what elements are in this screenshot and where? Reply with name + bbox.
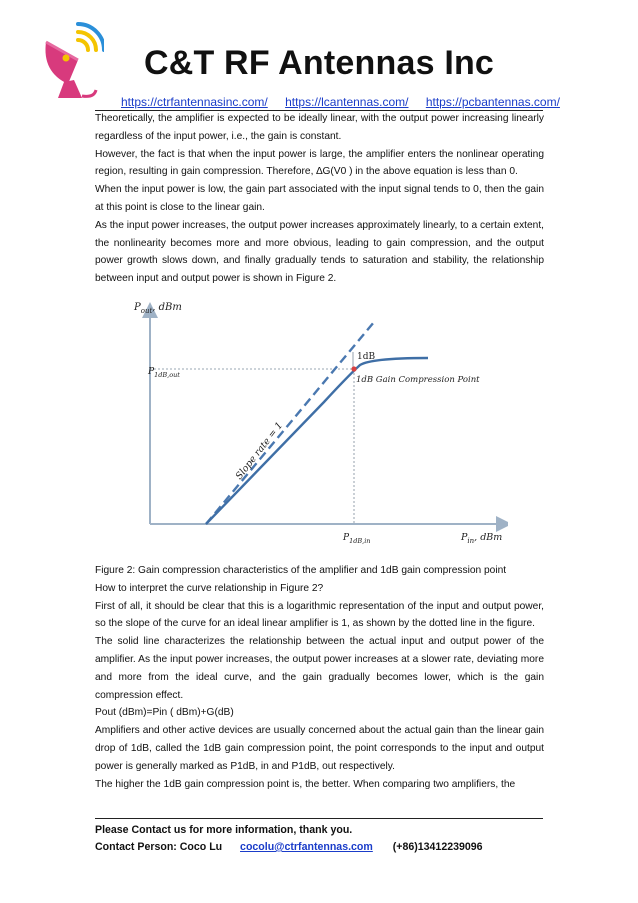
gain-compression-figure xyxy=(128,292,508,550)
footer-line: Please Contact us for more information, thank you. xyxy=(95,824,353,836)
footer-rule xyxy=(95,818,543,819)
contact-email-link[interactable]: cocolu@ctrfantennas.com xyxy=(240,841,373,853)
contact-phone: (+86)13412239096 xyxy=(392,841,483,853)
ideal-linear-line xyxy=(206,322,374,524)
paragraph: The higher the 1dB gain compression point is, the better. When comparing two amplifiers, the xyxy=(95,778,516,790)
company-title: C&T RF Antennas Inc xyxy=(143,44,495,82)
paragraph: As the input power increases, the output power increases approximately linearly, to a certain extent, the nonlinearity becomes more and more obvious, leading to gain compression, and the output power growth slows down, and finally gradually tends to saturation and stability, the relationship between input and output power is shown in Figure 2. xyxy=(95,219,544,285)
y-axis-label: $P_{out}$, dBm xyxy=(134,302,182,315)
header-link-1[interactable]: https://ctrfantennasinc.com/ xyxy=(121,95,268,109)
header-link-2[interactable]: https://lcantennas.com/ xyxy=(285,95,409,109)
slope-label: Slope rate = 1 xyxy=(233,420,286,482)
contact-person: Contact Person: Coco Lu xyxy=(95,841,223,853)
paragraph: The solid line characterizes the relationship between the actual input and output power of the amplifier. As the input power increases, the output power increases at a slower rate, deviating more and more from the ideal curve, and the gain gradually becomes lower, which is the gain compression effect. xyxy=(95,636,544,701)
paragraph: Amplifiers and other active devices are usually concerned about the actual gain than the linear gain drop of 1dB, called the 1dB gain compression point, the point corresponds to the input and output power is generally marked as P1dB, in and P1dB, out respectively. xyxy=(95,725,544,772)
paragraph: First of all, it should be clear that this is a logarithmic representation of the input and output power, so the slope of the curve for an ideal linear amplifier is 1, as shown by the dotted line in the figure. xyxy=(95,600,544,630)
body-top xyxy=(95,110,544,288)
header-link-3[interactable]: https://pcbantennas.com/ xyxy=(425,95,560,109)
paragraph: Theoretically, the amplifier is expected to be ideally linear, with the output power increasing linearly regardless of the input power, i.e., the gain is constant. xyxy=(95,113,544,142)
x-axis-label: $P_{in}$, dBm xyxy=(461,532,503,545)
y-marker-label: $P_{1dB,out}$ xyxy=(148,367,180,379)
body-bottom xyxy=(95,562,544,793)
figure-caption: Figure 2: Gain compression characteristics of the amplifier and 1dB gain compression point xyxy=(95,565,507,576)
paragraph: When the input power is low, the gain part associated with the input signal tends to 0, then the gain at this point is close to the linear gain. xyxy=(95,184,544,213)
paragraph: However, the fact is that when the input power is large, the amplifier enters the nonlinear operating region, resulting in gain compression. Therefore, ∆G(V0 ) in the above equation is less than 0. xyxy=(95,148,544,178)
footer xyxy=(95,822,483,856)
one-db-label: 1dB xyxy=(357,352,376,362)
header-links xyxy=(121,95,574,109)
compression-point-label: 1dB Gain Compression Point xyxy=(356,375,480,385)
paragraph: How to interpret the curve relationship in Figure 2? xyxy=(95,582,324,594)
compression-point xyxy=(351,366,356,371)
contact-line xyxy=(95,839,483,856)
equation: Pout (dBm)=Pin ( dBm)+G(dB) xyxy=(95,707,234,719)
x-marker-label: $P_{1dB,in}$ xyxy=(343,533,371,545)
